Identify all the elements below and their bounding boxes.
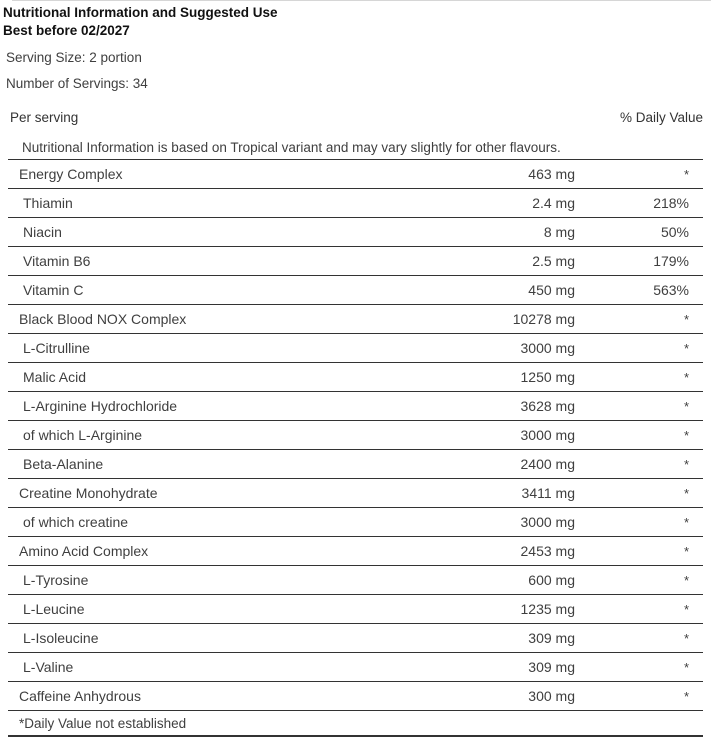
table-row bbox=[8, 595, 703, 624]
table-row bbox=[8, 160, 703, 189]
daily-value: * bbox=[683, 485, 689, 501]
header-bar-top bbox=[8, 98, 703, 105]
nutrition-table bbox=[8, 98, 703, 737]
table-row bbox=[8, 479, 703, 508]
daily-value: * bbox=[683, 369, 689, 385]
amount-value: 3000 mg bbox=[520, 340, 575, 356]
ingredient-name: Creatine Monohydrate bbox=[19, 485, 158, 501]
ingredient-name: L-Tyrosine bbox=[23, 572, 89, 588]
table-column-header bbox=[8, 105, 703, 129]
ingredient-name: Vitamin B6 bbox=[23, 253, 91, 269]
daily-value: * bbox=[683, 630, 689, 646]
daily-value: * bbox=[683, 514, 689, 530]
amount-value: 3000 mg bbox=[520, 514, 575, 530]
daily-value: * bbox=[683, 427, 689, 443]
table-row bbox=[8, 334, 703, 363]
table-row bbox=[8, 566, 703, 595]
ingredient-name: Energy Complex bbox=[19, 166, 123, 182]
table-row bbox=[8, 682, 703, 711]
table-row bbox=[8, 624, 703, 653]
table-row bbox=[8, 392, 703, 421]
table-row bbox=[8, 189, 703, 218]
amount-value: 1250 mg bbox=[520, 369, 575, 385]
amount-value: 309 mg bbox=[528, 659, 575, 675]
amount-value: 300 mg bbox=[528, 688, 575, 704]
daily-value: * bbox=[683, 572, 689, 588]
daily-value-footnote: *Daily Value not established bbox=[8, 711, 703, 737]
ingredient-name: of which L-Arginine bbox=[23, 427, 143, 443]
daily-value: * bbox=[683, 311, 689, 327]
table-row bbox=[8, 450, 703, 479]
ingredient-name: L-Citrulline bbox=[23, 340, 90, 356]
ingredient-name: Vitamin C bbox=[23, 282, 84, 298]
amount-value: 3411 mg bbox=[521, 485, 575, 501]
ingredient-name: L-Arginine Hydrochloride bbox=[23, 398, 178, 414]
daily-value: * bbox=[683, 166, 689, 182]
ingredient-name: Black Blood NOX Complex bbox=[19, 311, 187, 327]
daily-value: * bbox=[683, 398, 689, 414]
daily-value: * bbox=[683, 456, 689, 472]
daily-value: * bbox=[683, 659, 689, 675]
daily-value: 179% bbox=[653, 253, 689, 269]
daily-value: * bbox=[683, 340, 689, 356]
amount-value: 3628 mg bbox=[520, 398, 575, 414]
table-row bbox=[8, 276, 703, 305]
ingredient-name: L-Isoleucine bbox=[23, 630, 99, 646]
ingredient-name: Caffeine Anhydrous bbox=[19, 688, 141, 704]
table-row bbox=[8, 218, 703, 247]
daily-value: * bbox=[683, 688, 689, 704]
number-of-servings-text: Number of Servings: 34 bbox=[6, 76, 148, 91]
daily-value: 563% bbox=[653, 282, 689, 298]
amount-value: 1235 mg bbox=[520, 601, 575, 617]
ingredient-name: Niacin bbox=[23, 224, 62, 240]
ingredient-name: L-Valine bbox=[23, 659, 74, 675]
amount-value: 309 mg bbox=[528, 630, 575, 646]
variant-note: Nutritional Information is based on Tropical variant and may vary slightly for other flavours. bbox=[8, 136, 703, 160]
best-before-text: Best before 02/2027 bbox=[3, 23, 130, 38]
amount-value: 2.4 mg bbox=[532, 195, 575, 211]
ingredient-name: Amino Acid Complex bbox=[19, 543, 149, 559]
ingredient-name: Malic Acid bbox=[23, 369, 87, 385]
column-header-per-serving: Per serving bbox=[10, 109, 79, 125]
daily-value: * bbox=[683, 601, 689, 617]
amount-value: 600 mg bbox=[528, 572, 575, 588]
table-row bbox=[8, 363, 703, 392]
column-header-daily-value: % Daily Value bbox=[619, 109, 703, 125]
amount-value: 463 mg bbox=[528, 166, 575, 182]
serving-size-text: Serving Size: 2 portion bbox=[6, 50, 142, 65]
amount-value: 3000 mg bbox=[520, 427, 575, 443]
table-row bbox=[8, 421, 703, 450]
amount-value: 10278 mg bbox=[512, 311, 575, 327]
top-divider bbox=[12, 0, 711, 1]
ingredient-name: Thiamin bbox=[23, 195, 73, 211]
table-body bbox=[8, 160, 703, 711]
table-row bbox=[8, 537, 703, 566]
table-row bbox=[8, 305, 703, 334]
ingredient-name: of which creatine bbox=[23, 514, 129, 530]
header-bar-bottom bbox=[8, 129, 703, 136]
daily-value: 218% bbox=[653, 195, 689, 211]
amount-value: 450 mg bbox=[528, 282, 575, 298]
amount-value: 2453 mg bbox=[520, 543, 575, 559]
table-row bbox=[8, 653, 703, 682]
ingredient-name: Beta-Alanine bbox=[23, 456, 104, 472]
ingredient-name: L-Leucine bbox=[23, 601, 85, 617]
table-row bbox=[8, 508, 703, 537]
table-row bbox=[8, 247, 703, 276]
label-header bbox=[0, 0, 711, 92]
page-title: Nutritional Information and Suggested Use bbox=[3, 5, 278, 20]
amount-value: 2.5 mg bbox=[532, 253, 575, 269]
amount-value: 8 mg bbox=[543, 224, 575, 240]
daily-value: * bbox=[683, 543, 689, 559]
daily-value: 50% bbox=[660, 224, 689, 240]
amount-value: 2400 mg bbox=[520, 456, 575, 472]
